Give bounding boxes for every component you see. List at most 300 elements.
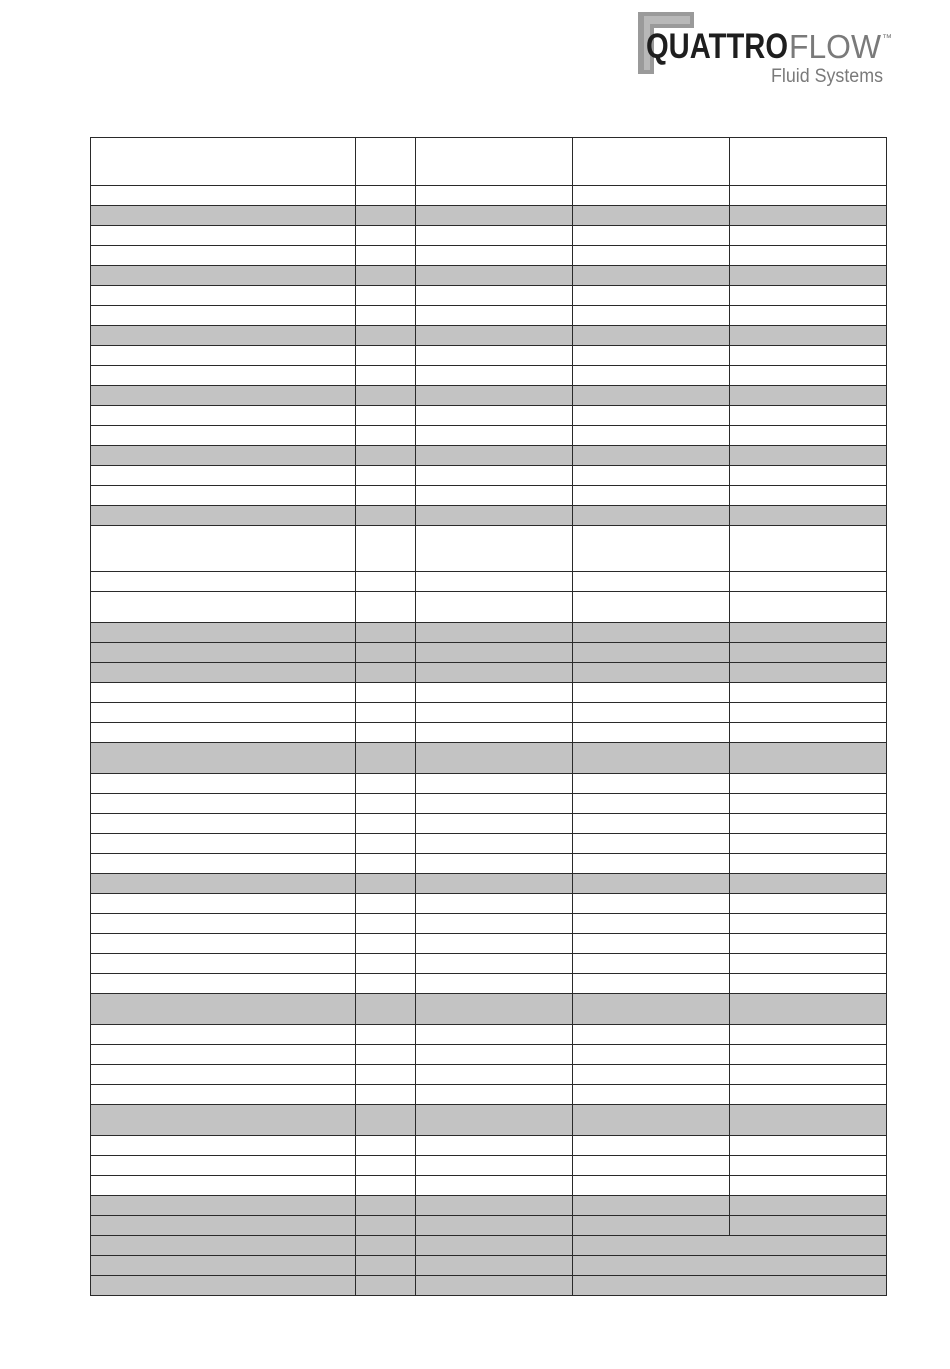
table-cell [573, 406, 730, 426]
table-cell [91, 1276, 356, 1296]
table-cell [416, 592, 573, 623]
table-cell [356, 1065, 416, 1085]
table-cell [91, 894, 356, 914]
table-cell [356, 683, 416, 703]
table-row [91, 994, 887, 1025]
table-row [91, 526, 887, 572]
table-cell [573, 266, 730, 286]
table-row [91, 683, 887, 703]
table-cell [573, 1136, 730, 1156]
table-row [91, 286, 887, 306]
table-cell [91, 914, 356, 934]
table-cell [91, 794, 356, 814]
table-cell [356, 286, 416, 306]
table-cell [730, 426, 887, 446]
table-cell [416, 1236, 573, 1256]
table-cell [356, 446, 416, 466]
table-cell [416, 1065, 573, 1085]
table-cell [91, 1045, 356, 1065]
table-cell [730, 1025, 887, 1045]
table-cell [730, 1105, 887, 1136]
table-cell [416, 426, 573, 446]
table-row [91, 1156, 887, 1176]
table-row [91, 663, 887, 683]
table-cell [730, 643, 887, 663]
table-cell [91, 226, 356, 246]
table-cell [416, 486, 573, 506]
table-cell [573, 326, 730, 346]
table-cell [573, 572, 730, 592]
table-cell [356, 486, 416, 506]
table-cell [573, 814, 730, 834]
table-cell [356, 1236, 416, 1256]
table-cell [416, 854, 573, 874]
table-cell [730, 954, 887, 974]
table-cell [416, 643, 573, 663]
table-cell [730, 366, 887, 386]
table-row [91, 1276, 887, 1296]
table-cell [573, 794, 730, 814]
table-cell [91, 1216, 356, 1236]
logo-subtitle: Fluid Systems [771, 66, 883, 87]
table-cell [91, 743, 356, 774]
table-cell [730, 1085, 887, 1105]
table-cell [730, 206, 887, 226]
table-cell [91, 1236, 356, 1256]
table-cell [356, 1256, 416, 1276]
table-cell [356, 854, 416, 874]
table-cell [730, 974, 887, 994]
table-cell [416, 206, 573, 226]
table-cell [356, 572, 416, 592]
table-row [91, 246, 887, 266]
table-row [91, 934, 887, 954]
table-cell [91, 623, 356, 643]
table-row [91, 206, 887, 226]
table-cell [730, 286, 887, 306]
table-cell [356, 346, 416, 366]
table-cell [730, 526, 887, 572]
table-cell [416, 572, 573, 592]
table-cell [416, 663, 573, 683]
header-cell [91, 138, 356, 186]
table-row [91, 774, 887, 794]
table-cell [416, 914, 573, 934]
table-cell [356, 1156, 416, 1176]
table-cell [416, 1136, 573, 1156]
table-row [91, 814, 887, 834]
table-cell [356, 306, 416, 326]
table-cell [91, 206, 356, 226]
table-cell [573, 894, 730, 914]
table-cell [91, 286, 356, 306]
table-cell [573, 854, 730, 874]
table-cell [356, 466, 416, 486]
table-cell [91, 572, 356, 592]
table-cell [91, 1256, 356, 1276]
table-cell [91, 466, 356, 486]
table-cell [730, 774, 887, 794]
table-row [91, 426, 887, 446]
table-row [91, 466, 887, 486]
table-cell [91, 774, 356, 794]
table-cell [573, 526, 730, 572]
table-cell [573, 774, 730, 794]
table-cell [91, 814, 356, 834]
table-cell [573, 994, 730, 1025]
table-cell [91, 326, 356, 346]
table-cell [573, 703, 730, 723]
table-cell [573, 1085, 730, 1105]
table-cell [416, 1156, 573, 1176]
table-cell [356, 914, 416, 934]
table-row [91, 794, 887, 814]
table-cell [573, 1236, 887, 1256]
table-cell [416, 1196, 573, 1216]
table-cell [356, 526, 416, 572]
table-cell [416, 1216, 573, 1236]
table-cell [91, 506, 356, 526]
table-cell [356, 246, 416, 266]
table-cell [91, 446, 356, 466]
table-cell [356, 226, 416, 246]
table-cell [91, 526, 356, 572]
table-row [91, 386, 887, 406]
table-cell [91, 426, 356, 446]
table-cell [356, 623, 416, 643]
header-cell [573, 138, 730, 186]
table-cell [91, 346, 356, 366]
table-cell [356, 643, 416, 663]
table-cell [573, 1216, 730, 1236]
table-row [91, 1176, 887, 1196]
table-cell [573, 592, 730, 623]
table-cell [573, 1156, 730, 1176]
header-cell [730, 138, 887, 186]
table-cell [573, 186, 730, 206]
table-cell [91, 723, 356, 743]
table-cell [416, 326, 573, 346]
table-cell [91, 1065, 356, 1085]
table-cell [730, 1156, 887, 1176]
table-row [91, 894, 887, 914]
table-cell [356, 426, 416, 446]
table-cell [356, 874, 416, 894]
table-cell [573, 226, 730, 246]
table-cell [416, 506, 573, 526]
table-cell [730, 894, 887, 914]
table-cell [416, 874, 573, 894]
table-cell [573, 974, 730, 994]
table-row [91, 226, 887, 246]
table-cell [416, 266, 573, 286]
table-row [91, 1236, 887, 1256]
table-cell [573, 1105, 730, 1136]
table-cell [416, 994, 573, 1025]
table-cell [356, 1136, 416, 1156]
table-row [91, 1045, 887, 1065]
table-row [91, 306, 887, 326]
table-row [91, 874, 887, 894]
table-row [91, 954, 887, 974]
table-cell [416, 934, 573, 954]
table-cell [416, 723, 573, 743]
table-cell [573, 723, 730, 743]
table-cell [356, 974, 416, 994]
table-row [91, 703, 887, 723]
table-cell [416, 954, 573, 974]
table-row [91, 366, 887, 386]
table-cell [356, 723, 416, 743]
table-cell [573, 386, 730, 406]
table-cell [91, 663, 356, 683]
table-cell [730, 1216, 887, 1236]
table-cell [573, 874, 730, 894]
table-cell [730, 914, 887, 934]
table-cell [356, 994, 416, 1025]
table-row [91, 326, 887, 346]
table-cell [91, 1136, 356, 1156]
table-row [91, 406, 887, 426]
table-cell [730, 466, 887, 486]
table-cell [730, 934, 887, 954]
table-cell [416, 446, 573, 466]
table-row [91, 346, 887, 366]
table-row [91, 1196, 887, 1216]
table-cell [416, 1276, 573, 1296]
table-cell [91, 643, 356, 663]
table-cell [573, 426, 730, 446]
table-cell [356, 1105, 416, 1136]
table-cell [573, 1196, 730, 1216]
table-cell [356, 1276, 416, 1296]
table-cell [91, 266, 356, 286]
table-row [91, 572, 887, 592]
table-cell [573, 466, 730, 486]
table-cell [356, 774, 416, 794]
table-row [91, 723, 887, 743]
table-cell [356, 406, 416, 426]
table-cell [573, 1276, 887, 1296]
table-cell [416, 683, 573, 703]
table-cell [573, 1256, 887, 1276]
table-cell [573, 663, 730, 683]
table-cell [356, 366, 416, 386]
table-cell [730, 266, 887, 286]
table-cell [416, 743, 573, 774]
table-cell [91, 1156, 356, 1176]
table-cell [356, 506, 416, 526]
table-cell [91, 934, 356, 954]
table-row [91, 623, 887, 643]
table-cell [730, 306, 887, 326]
table-cell [416, 623, 573, 643]
table-cell [416, 526, 573, 572]
table-cell [416, 1025, 573, 1045]
table-header-row [91, 138, 887, 186]
table-cell [573, 934, 730, 954]
table-cell [356, 1176, 416, 1196]
table-cell [356, 266, 416, 286]
table-cell [416, 386, 573, 406]
table-cell [730, 814, 887, 834]
table-cell [573, 1025, 730, 1045]
table-cell [416, 834, 573, 854]
table-row [91, 1025, 887, 1045]
table-cell [573, 643, 730, 663]
table-cell [416, 406, 573, 426]
quattroflow-logo [636, 8, 896, 88]
table-cell [730, 854, 887, 874]
table-cell [356, 663, 416, 683]
table-cell [730, 486, 887, 506]
table-cell [91, 306, 356, 326]
table-cell [91, 994, 356, 1025]
table-cell [416, 286, 573, 306]
table-cell [416, 1105, 573, 1136]
spec-table [90, 137, 887, 1296]
table-cell [730, 703, 887, 723]
table-cell [356, 1216, 416, 1236]
table-row [91, 446, 887, 466]
table-row [91, 974, 887, 994]
table-cell [91, 683, 356, 703]
table-cell [91, 703, 356, 723]
table-cell [730, 723, 887, 743]
table-cell [356, 206, 416, 226]
table-cell [91, 486, 356, 506]
table-cell [91, 366, 356, 386]
table-row [91, 1065, 887, 1085]
table-cell [416, 774, 573, 794]
table-cell [573, 1045, 730, 1065]
table-cell [730, 592, 887, 623]
table-row [91, 592, 887, 623]
table-cell [91, 1025, 356, 1045]
table-cell [91, 1176, 356, 1196]
logo-flow-text: FLOW [789, 28, 882, 65]
table-cell [730, 406, 887, 426]
table-cell [730, 1065, 887, 1085]
table-cell [730, 874, 887, 894]
table-cell [356, 186, 416, 206]
logo-tm-mark: ™ [882, 33, 892, 44]
table-cell [416, 1176, 573, 1196]
table-cell [573, 306, 730, 326]
table-cell [356, 814, 416, 834]
spec-table-container [90, 137, 886, 1296]
table-cell [573, 1065, 730, 1085]
table-cell [356, 794, 416, 814]
table-cell [573, 206, 730, 226]
table-cell [730, 794, 887, 814]
table-cell [91, 1196, 356, 1216]
table-cell [416, 1085, 573, 1105]
table-cell [416, 1045, 573, 1065]
table-cell [91, 592, 356, 623]
table-cell [573, 1176, 730, 1196]
table-cell [416, 703, 573, 723]
table-cell [356, 592, 416, 623]
table-cell [573, 366, 730, 386]
table-cell [730, 572, 887, 592]
table-row [91, 914, 887, 934]
table-cell [416, 974, 573, 994]
table-cell [730, 1196, 887, 1216]
table-cell [730, 506, 887, 526]
table-cell [573, 446, 730, 466]
table-cell [356, 1196, 416, 1216]
table-cell [573, 683, 730, 703]
table-cell [416, 346, 573, 366]
table-cell [91, 834, 356, 854]
table-cell [573, 346, 730, 366]
table-cell [356, 934, 416, 954]
table-cell [730, 326, 887, 346]
table-cell [416, 186, 573, 206]
table-row [91, 1216, 887, 1236]
table-cell [730, 1045, 887, 1065]
logo-main-text: QUATTRO [646, 27, 788, 66]
table-row [91, 643, 887, 663]
table-cell [356, 954, 416, 974]
table-cell [416, 894, 573, 914]
table-cell [91, 1085, 356, 1105]
table-cell [91, 406, 356, 426]
table-cell [416, 226, 573, 246]
table-cell [356, 386, 416, 406]
header-cell [416, 138, 573, 186]
table-cell [573, 834, 730, 854]
table-cell [730, 226, 887, 246]
table-cell [730, 446, 887, 466]
table-cell [573, 286, 730, 306]
table-cell [416, 466, 573, 486]
table-cell [356, 703, 416, 723]
table-cell [416, 794, 573, 814]
table-cell [730, 1176, 887, 1196]
table-cell [416, 1256, 573, 1276]
table-row [91, 743, 887, 774]
table-row [91, 834, 887, 854]
table-cell [573, 914, 730, 934]
table-row [91, 486, 887, 506]
table-row [91, 1136, 887, 1156]
table-cell [730, 386, 887, 406]
table-cell [730, 683, 887, 703]
table-cell [730, 246, 887, 266]
table-cell [416, 246, 573, 266]
table-cell [730, 186, 887, 206]
table-cell [730, 623, 887, 643]
table-cell [356, 834, 416, 854]
table-cell [91, 874, 356, 894]
table-cell [91, 974, 356, 994]
table-row [91, 506, 887, 526]
table-cell [91, 386, 356, 406]
table-row [91, 1256, 887, 1276]
table-cell [730, 834, 887, 854]
table-cell [356, 1045, 416, 1065]
table-cell [356, 1025, 416, 1045]
table-cell [573, 743, 730, 774]
table-cell [356, 326, 416, 346]
table-cell [416, 366, 573, 386]
table-row [91, 186, 887, 206]
table-cell [730, 663, 887, 683]
table-row [91, 1105, 887, 1136]
table-cell [573, 623, 730, 643]
